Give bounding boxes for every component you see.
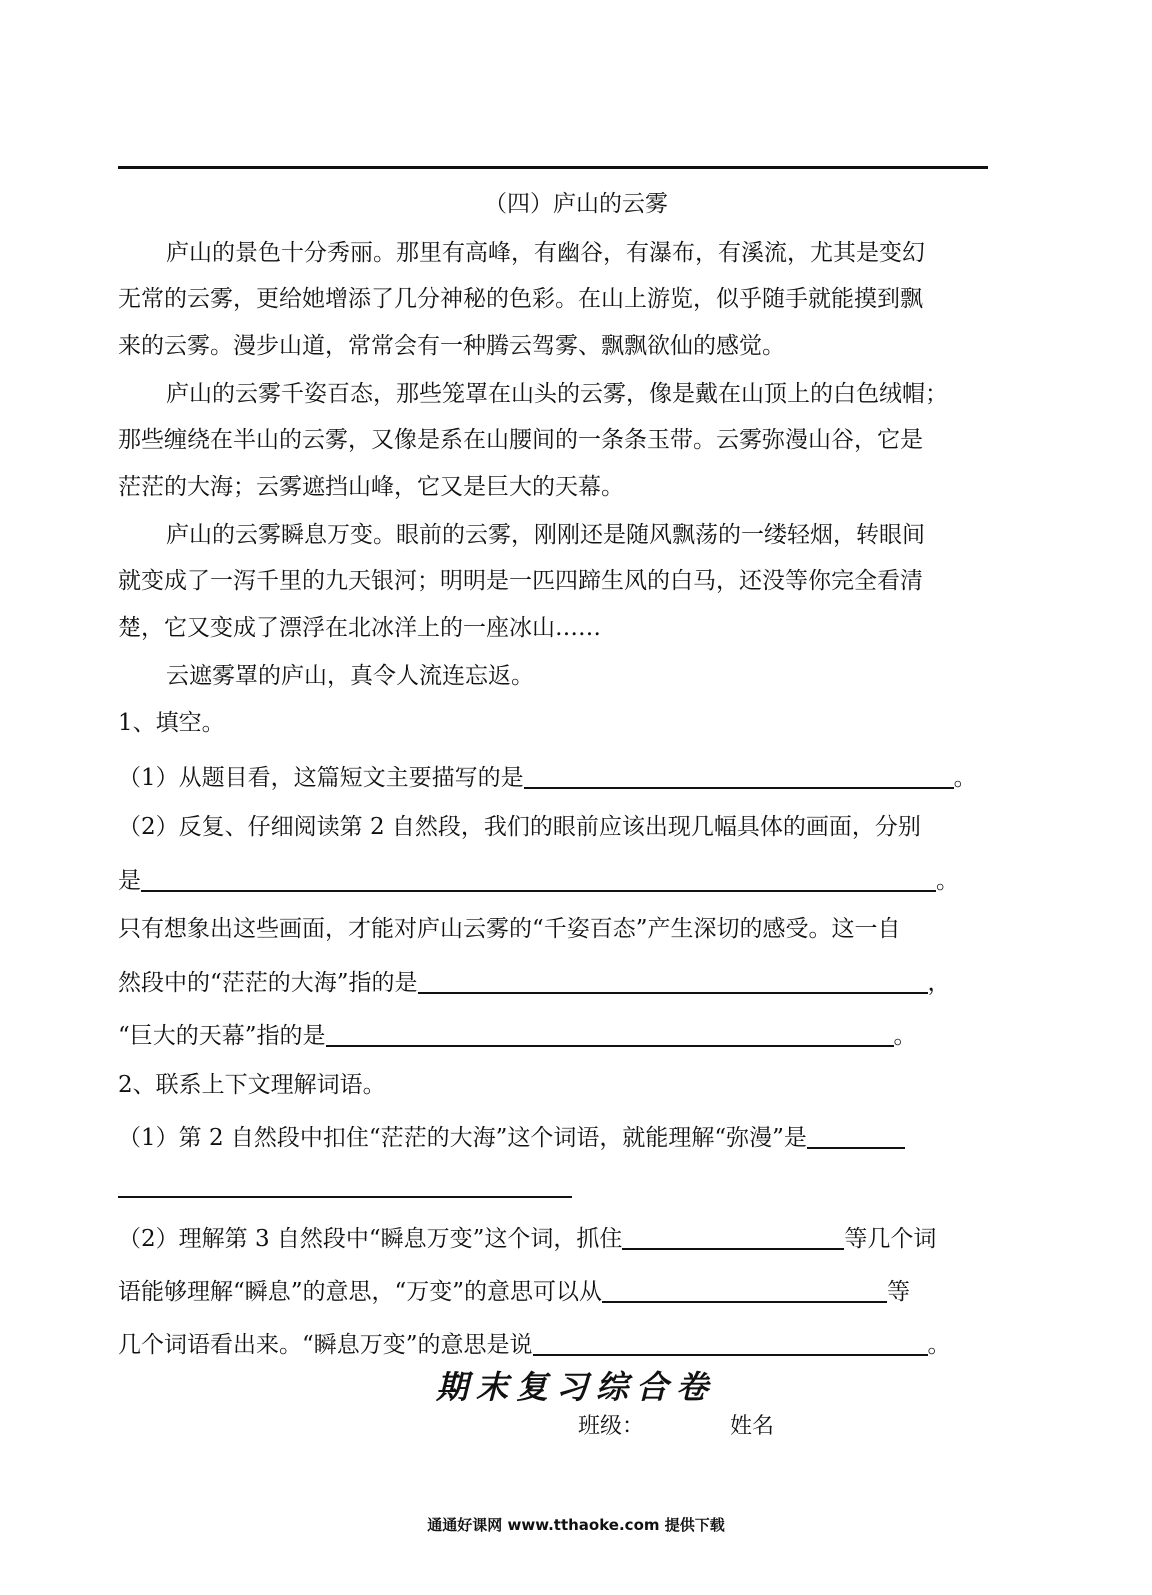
class-label: 班级： [578, 1414, 645, 1439]
question-1-heading: 1、填空。 [118, 710, 225, 736]
passage-line: 庐山的云雾千姿百态，那些笼罩在山头的云雾，像是戴在山顶上的白色绒帽； [166, 381, 948, 407]
punctuation: 。 [893, 1023, 917, 1049]
passage-line: 那些缠绕在半山的云雾，又像是系在山腰间的一条条玉带。云雾弥漫山谷，它是 [118, 427, 923, 453]
question-text: 等几个词 [844, 1226, 937, 1252]
punctuation: 。 [953, 765, 977, 791]
student-info [578, 1409, 774, 1440]
question-2-1 [118, 1123, 998, 1153]
question-text: 几个词语看出来。“瞬息万变”的意思是说 [118, 1332, 533, 1358]
answer-blank[interactable] [326, 1021, 894, 1047]
question-2-2-line [118, 1330, 998, 1360]
answer-blank[interactable] [807, 1123, 905, 1149]
punctuation: ， [927, 970, 951, 996]
question-1-2-line: 只有想象出这些画面，才能对庐山云雾的“千姿百态”产生深切的感受。这一自 [118, 916, 901, 942]
question-1-1 [118, 763, 998, 793]
question-1-2-line [118, 1021, 998, 1051]
passage-line: 就变成了一泻千里的九天银河；明明是一匹四蹄生风的白马，还没等你完全看清 [118, 568, 923, 594]
question-text: 语能够理解“瞬息”的意思，“万变”的意思可以从 [118, 1279, 603, 1305]
passage-title: （四）庐山的云雾 [484, 191, 668, 217]
answer-blank[interactable] [602, 1277, 887, 1303]
passage-line: 无常的云雾，更给她增添了几分神秘的色彩。在山上游览，似乎随手就能摸到飘 [118, 286, 923, 312]
question-text: （1）从题目看，这篇短文主要描写的是 [118, 765, 524, 791]
footer-credit: 通通好课网 www.tthaoke.com 提供下载 [427, 1516, 725, 1534]
exam-title: 期末复习综合卷 [435, 1368, 716, 1406]
passage-line: 庐山的景色十分秀丽。那里有高峰，有幽谷，有瀑布，有溪流，尤其是变幻 [166, 240, 925, 266]
question-text: “巨大的天幕”指的是 [118, 1023, 326, 1049]
punctuation: 。 [927, 1332, 951, 1358]
question-2-heading: 2、联系上下文理解词语。 [118, 1072, 386, 1098]
question-text: 等 [887, 1279, 911, 1305]
question-2-2-line [118, 1224, 998, 1254]
punctuation: 。 [936, 868, 959, 894]
question-text: （1）第 2 自然段中扣住“茫茫的大海”这个词语，就能理解“弥漫”是 [118, 1125, 807, 1151]
answer-blank[interactable] [141, 866, 936, 892]
question-1-2-line [118, 968, 998, 998]
question-text: 然段中的“茫茫的大海”指的是 [118, 970, 418, 996]
name-label: 姓名 [730, 1414, 775, 1439]
answer-blank[interactable] [524, 763, 954, 789]
question-text: （2）理解第 3 自然段中“瞬息万变”这个词，抓住 [118, 1226, 623, 1252]
question-text: 是 [118, 868, 141, 894]
answer-blank[interactable] [118, 1196, 572, 1198]
passage-line: 庐山的云雾瞬息万变。眼前的云雾，刚刚还是随风飘荡的一缕轻烟，转眼间 [166, 522, 925, 548]
question-1-2-line [118, 866, 998, 896]
question-1-2-line: （2）反复、仔细阅读第 2 自然段，我们的眼前应该出现几幅具体的画面，分别 [118, 814, 921, 840]
passage-line: 楚，它又变成了漂浮在北冰洋上的一座冰山…… [118, 615, 601, 641]
passage-line: 茫茫的大海；云雾遮挡山峰，它又是巨大的天幕。 [118, 474, 624, 500]
answer-blank[interactable] [418, 968, 928, 994]
question-2-2-line [118, 1277, 998, 1307]
passage-line: 来的云雾。漫步山道，常常会有一种腾云驾雾、飘飘欲仙的感觉。 [118, 333, 785, 359]
passage-line: 云遮雾罩的庐山，真令人流连忘返。 [166, 663, 534, 689]
answer-blank[interactable] [622, 1224, 844, 1250]
top-rule [118, 166, 988, 169]
answer-blank[interactable] [533, 1330, 928, 1356]
